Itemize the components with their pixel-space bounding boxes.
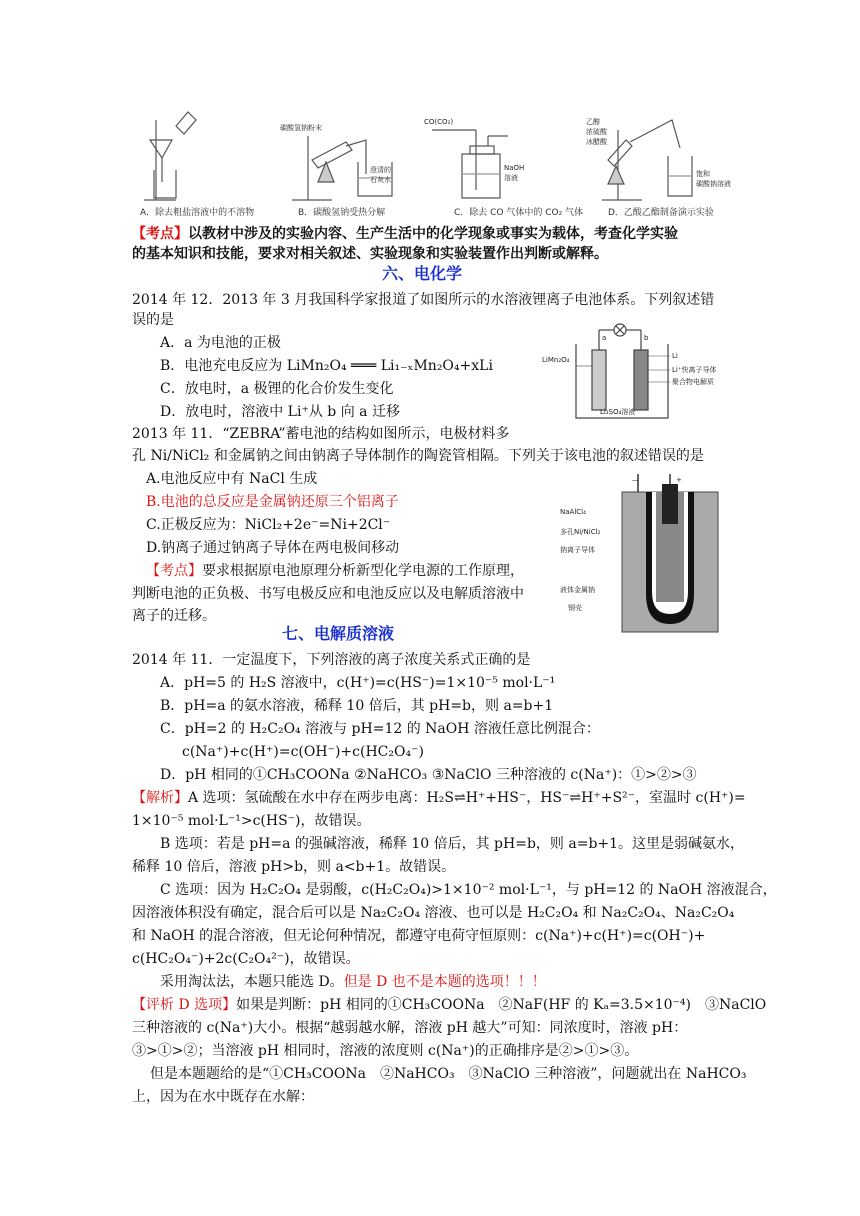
q12-line-1: 2014 年 12．2013 年 3 月我国科学家报道了如图所示的水溶液锂离子电池体系。下列叙述错 (132, 292, 715, 308)
label-d-1: 乙醇 (586, 118, 600, 126)
kaodian-text-1: 以教材中涉及的实验内容、生产生活中的化学现象或事实为载体，考查化学实验 (188, 226, 678, 242)
review-line-5: 上，因为在水中既存在水解： (132, 1089, 314, 1105)
li-label: Li (672, 352, 678, 360)
analysis-c-2: 因溶液体积没有确定，混合后可以是 Na₂C₂O₄ 溶液、也可以是 H₂C₂O₄ 和 Na₂C₂O₄、Na₂C₂O₄ (132, 905, 735, 921)
electrode-a-label: a (602, 334, 607, 342)
review-line-1 (132, 995, 766, 1015)
section-title-electrochem: 六、电化学 (382, 264, 463, 283)
kaodian-line-1 (132, 224, 678, 244)
q2014-option-d: D．pH 相同的①CH₃COONa ②NaHCO₃ ③NaClO 三种溶液的 c(Na⁺)：①>②>③ (160, 767, 697, 783)
label-c-r1: NaOH (504, 164, 525, 172)
analysis-line-2: 1×10⁻⁵ mol·L⁻¹>c(HS⁻)，故错误。 (132, 813, 371, 829)
q12-option-d: D．放电时，溶液中 Li⁺从 b 向 a 迁移 (160, 404, 400, 420)
fast-ion-conductor-label: Li⁺快离子导体 (672, 366, 717, 374)
review-line-3: ③>①>②；当溶液 pH 相同时，溶液的浓度则 c(Na⁺)的正确排序是②>①>③。 (132, 1043, 639, 1059)
q11-option-c: C.正极反应为：NiCl₂+2e⁻=Ni+2Cl⁻ (146, 517, 391, 533)
label-d-r1: 饱和 (696, 170, 710, 178)
analysis-a1: A 选项：氢硫酸在水中存在两步电离：H₂S⇌H⁺+HS⁻，HS⁻⇌H⁺+S²⁻，室温时 c(H⁺)= (188, 790, 746, 806)
analysis-tag: 【解析】 (132, 790, 188, 806)
caption-a: A．除去粗盐溶液中的不溶物 (140, 208, 255, 218)
caption-b: B．碳酸氢钠受热分解 (298, 208, 386, 218)
caption-d: D．乙酸乙酯制备演示实验 (608, 208, 714, 218)
label-d-3: 冰醋酸 (586, 138, 607, 146)
analysis-conclusion-warning: 但是 D 也不是本题的选项！！！ (343, 974, 546, 990)
analysis-conclusion-text: 采用淘汰法，本题只能选 D。 (160, 974, 344, 990)
q12-option-c: C．放电时，a 极锂的化合价发生变化 (160, 381, 394, 397)
review-r1: 如果是判断：pH 相同的①CH₃COONa ②NaF(HF 的 Kₐ=3.5×10⁻⁴) ③NaClO (236, 997, 767, 1013)
kaodian-tag: 【考点】 (132, 226, 188, 242)
li2so4-label: Li₂SO₄溶液 (600, 408, 636, 416)
label-d-r2: 碳酸钠溶液 (696, 180, 731, 188)
zebra-battery-figure (560, 474, 720, 638)
experiment-figure (132, 100, 732, 220)
polymer-electrolyte-label: 聚合物电解质 (672, 378, 714, 386)
na-ion-conductor-label: 钠离子导体 (560, 546, 595, 554)
q11-kaodian-line-3: 离子的迁移。 (132, 608, 216, 624)
analysis-c-1: C 选项：因为 H₂C₂O₄ 是弱酸，c(H₂C₂O₄)>1×10⁻² mol·L⁻¹，与 pH=12 的 NaOH 溶液混合， (160, 882, 777, 898)
q2014-option-a: A．pH=5 的 H₂S 溶液中，c(H⁺)=c(HS⁻)=1×10⁻⁵ mol·L⁻¹ (160, 675, 556, 691)
analysis-b-1: B 选项：若是 pH=a 的强碱溶液，稀释 10 倍后，其 pH=b，则 a=b+1。这里是弱碱氨水， (160, 836, 745, 852)
q2014-option-c-1: C．pH=2 的 H₂C₂O₄ 溶液与 pH=12 的 NaOH 溶液任意比例混合： (160, 721, 600, 737)
steel-shell-label: 钢壳 (568, 604, 582, 612)
analysis-c-4: c(HC₂O₄⁻)+2c(C₂O₄²⁻)，故错误。 (132, 951, 360, 967)
section-title-electrolyte: 七、电解质溶液 (282, 624, 395, 643)
limn2o4-label: LiMn₂O₄ (542, 356, 570, 364)
caption-c: C．除去 CO 气体中的 CO₂ 气体 (454, 208, 584, 218)
electrode-b-label: b (644, 334, 649, 342)
q2014-option-c-2: c(Na⁺)+c(H⁺)=c(OH⁻)+c(HC₂O₄⁻) (182, 744, 424, 760)
q12-option-a: A．a 为电池的正极 (160, 335, 281, 351)
liquid-sodium-label: 液体金属钠 (560, 586, 595, 594)
label-b-top: 碳酸氢钠粉末 (280, 124, 322, 132)
label-b-r2: 石灰水 (370, 176, 391, 184)
q11-line-1: 2013 年 11．“ZEBRA”蓄电池的结构如图所示，电极材料多 (132, 426, 510, 442)
q2014-option-b: B．pH=a 的氨水溶液，稀释 10 倍后，其 pH=b，则 a=b+1 (160, 698, 554, 714)
kaodian-line-2: 的基本知识和技能，要求对相关叙述、实验现象和实验装置作出判断或解释。 (132, 246, 608, 262)
q11-option-b: B.电池的总反应是金属钠还原三个铝离子 (146, 494, 399, 510)
minus-label: — (632, 476, 639, 484)
ni-nicl2-label: 多孔Ni/NiCl₂ (560, 528, 601, 536)
review-tag: 【评析 D 选项】 (132, 997, 237, 1013)
lithium-battery-drawing (540, 320, 720, 422)
label-c-top: CO(CO₂) (424, 118, 454, 126)
q11-line-2: 孔 Ni/NiCl₂ 和金属钠之间由钠离子导体制作的陶瓷管相隔。下列关于该电池的叙述错误的是 (132, 448, 704, 464)
q12-line-2: 误的是 (132, 312, 174, 328)
analysis-conclusion (160, 972, 546, 992)
analysis-c-3: 和 NaOH 的混合溶液，但无论何种情况，都遵守电荷守恒原则：c(Na⁺)+c(H⁺)=c(OH⁻)+ (132, 928, 706, 944)
zebra-battery-drawing (560, 474, 720, 634)
review-line-4: 但是本题题给的是“①CH₃COONa ②NaHCO₃ ③NaClO 三种溶液”，问题就出在 NaHCO₃ (150, 1066, 747, 1082)
analysis-b-2: 稀释 10 倍后，溶液 pH>b，则 a<b+1。故错误。 (132, 859, 456, 875)
review-line-2: 三种溶液的 c(Na⁺)大小。根据“越弱越水解，溶液 pH 越大”可知：同浓度时，溶液 pH： (132, 1020, 688, 1036)
q11-option-d: D.钠离子通过钠离子导体在两电极间移动 (146, 540, 400, 556)
q11-kaodian-tag: 【考点】 (146, 563, 202, 579)
plus-label: + (676, 476, 682, 484)
label-d-2: 浓硫酸 (586, 128, 607, 136)
naalcl4-label: NaAlCl₄ (560, 508, 586, 516)
analysis-line-1 (132, 788, 746, 808)
q11-kaodian-line-1 (146, 561, 524, 581)
q11-option-a: A.电池反应中有 NaCl 生成 (146, 471, 318, 487)
label-c-r2: 溶液 (504, 174, 518, 182)
q11-kaodian-text-1: 要求根据原电池原理分析新型化学电源的工作原理， (202, 563, 524, 579)
experiment-apparatus-drawing (132, 100, 732, 220)
lithium-battery-figure (540, 320, 720, 426)
label-b-r1: 澄清的 (370, 166, 391, 174)
q2014-line-1: 2014 年 11．一定温度下，下列溶液的离子浓度关系式正确的是 (132, 652, 531, 668)
q12-option-b: B．电池充电反应为 LiMn₂O₄ ═══ Li₁₋ₓMn₂O₄+xLi (160, 358, 493, 374)
q11-kaodian-line-2: 判断电池的正负极、书写电极反应和电池反应以及电解质溶液中 (132, 586, 524, 602)
